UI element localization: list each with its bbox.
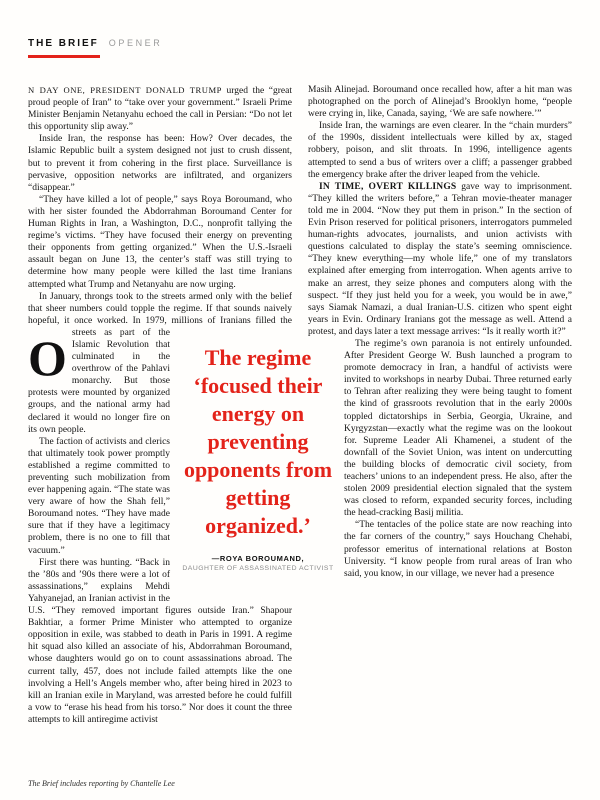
pull-quote-text: The regime ‘focused their energy on preventing opponents from getting organized.’	[183, 345, 333, 538]
bold-lead-in: IN TIME, OVERT KILLINGS	[319, 181, 457, 192]
section-label: THE BRIEF	[28, 38, 99, 49]
paragraph: Masih Alinejad. Boroumand once recalled how, after a hit man was photographed on the porch of Alinejad’s Brooklyn home, “people were crying in, like, Canada, saying, ‘We are safe nowhere.’”	[308, 85, 572, 120]
paragraph-text: urged the “great proud people of Iran” to “take over your government.” Israeli Prime Minister Benjamin Netanyahu echoed the call in Persian: “Do not let this opportunity slip away.”	[28, 86, 292, 133]
drop-cap: O	[28, 330, 67, 386]
right-column	[308, 84, 572, 774]
red-rule	[28, 55, 100, 58]
paragraph: First there was hunting. “Back in the ’80s and ’90s there were a lot of assassinations,” explains Mehdi Yahyanejad, an Iranian activist in the U.S. “They removed important figures outside Iran.” Shapour Bakhtiar, a former Prime Minister who attempted to organize opposition in exile, was stabbed to death in Paris in 1991. A regime hit squad also killed an associate of his, Abdorrahman Boroumand, whose daughters would go on to count assassinations abroad. The current tally, 457, does not include failed attempts like the one involving a Hell’s Angels member who, after being hired in 2023 to kill an Iranian exile in Maryland, was arrested before he could fulfill a vow to “erase his head from his torso.” Nor does it count the three attempts to kill antiregime activist	[28, 557, 292, 725]
paragraph: The regime’s own paranoia is not entirely unfounded. After President George W. Bush launched a program to promote democracy in Iran, a handful of activists were invited to workshops in nearby Dubai. Three returned early to Tehran after realizing they were being taught to foment the kind of grassroots revolution that in the early 2000s toppled dictatorships in Serbia, Georgia, Ukraine, and Kyrgyzstan—exactly what the regime was on the lookout for. Supreme Leader Ali Khamenei, a student of the downfall of the Soviet Union, was intent on undercutting the building blocks of democratic civil society, from teachers’ unions to an independent press. He also, after the stolen 2009 presidential election signaled that the system was closed to reform, expanded security forces, including the head-cracking Basij militia.	[344, 338, 572, 519]
paragraph: Inside Iran, the response has been: How? Over decades, the Islamic Republic built a system designed not just to crush dissent, but to prevent it from cohering in the first place. Surveillance is pervasive, opposition networks are infiltrated, and organizers “disappear.”	[28, 134, 292, 193]
section-paragraph	[308, 181, 572, 338]
pull-quote-attribution-title: DAUGHTER OF ASSASSINATED ACTIVIST	[182, 565, 334, 572]
subsection-label: OPENER	[108, 38, 163, 48]
paragraph-text: gave way to imprisonment. “They killed the writers before,” a Tehran movie-theater manager told me in 2004. “Now they put them in prison.” In the section of Evin Prison reserved for political prisoners, interrogators pummeled human-rights advocates, journalists, and union activists with questions calculated to display the state’s seeming omniscience. “They knew everything—my whole life,” one of my translators explained after emerging from interrogation. When agents arrive to make an arrest, they seize phones and computers along with the suspect. “If they just held you for a week, you would be in awe,” says Siamak Namazi, a dual Iranian-U.S. citizen who spent eight years in Evin. Ordinary Iranians got the message as well. Attend a protest, and days later a text message arrives: “Is it really worth it?”	[308, 181, 572, 337]
page-header	[28, 33, 162, 58]
pull-quote-attribution: —ROYA BOROUMAND,	[211, 554, 305, 563]
paragraph: The faction of activists and clerics that ultimately took power promptly established a regime committed to preventing such mobilization from ever happening again. “The state was very aware of how the Shah fell,” Boroumand notes. “They have made sure that if they have a legitimacy problem, there is no one to fill that vacuum.”	[28, 436, 170, 556]
reporting-credit: The Brief includes reporting by Chantelle Lee	[28, 779, 175, 788]
pull-quote	[176, 344, 340, 572]
paragraph: “They have killed a lot of people,” says Roya Boroumand, who with her sister founded the Abdorrahman Boroumand Center for Human Rights in Iran, a Washington, D.C., nonprofit tallying the regime’s victims. “They have focused their energy on preventing their opponents from getting organized.” When the U.S.-Israeli assault began on June 13, the center’s staff was still trying to determine how many people were killed the last time Iranians attempted what Trump and Netanyahu are now urging.	[28, 194, 292, 290]
lead-in-small-caps: N DAY ONE, PRESIDENT DONALD TRUMP	[28, 85, 222, 95]
paragraph: “The tentacles of the police state are now reaching into the far corners of the country,” says Houchang Chehabi, professor emeritus of international relations at Boston University. “I know people from rural areas of Iran who said, you know, in our village, we never had a presence	[344, 520, 572, 579]
paragraph: In January, throngs took to the streets armed only with the belief that sheer numbers could topple the regime. If that sounds naively hopeful, it once worked. In 1979, millions of Iranians filled the streets as part of the Islamic Revolution that culminated in the overthrow of the Pahlavi monarchy. But those protests were mounted by organized groups, and the national army had declared it would no longer fire on its own people.	[28, 291, 292, 435]
paragraph: Inside Iran, the warnings are even clearer. In the “chain murders” of the 1990s, dissident intellectuals were killed by ax, staged robbery, poison, and slit throats. In 1996, intelligence agents attempted to send a bus of writers over a cliff; a passenger grabbed the emergency brake after the driver leaped from the vehicle.	[308, 121, 572, 180]
